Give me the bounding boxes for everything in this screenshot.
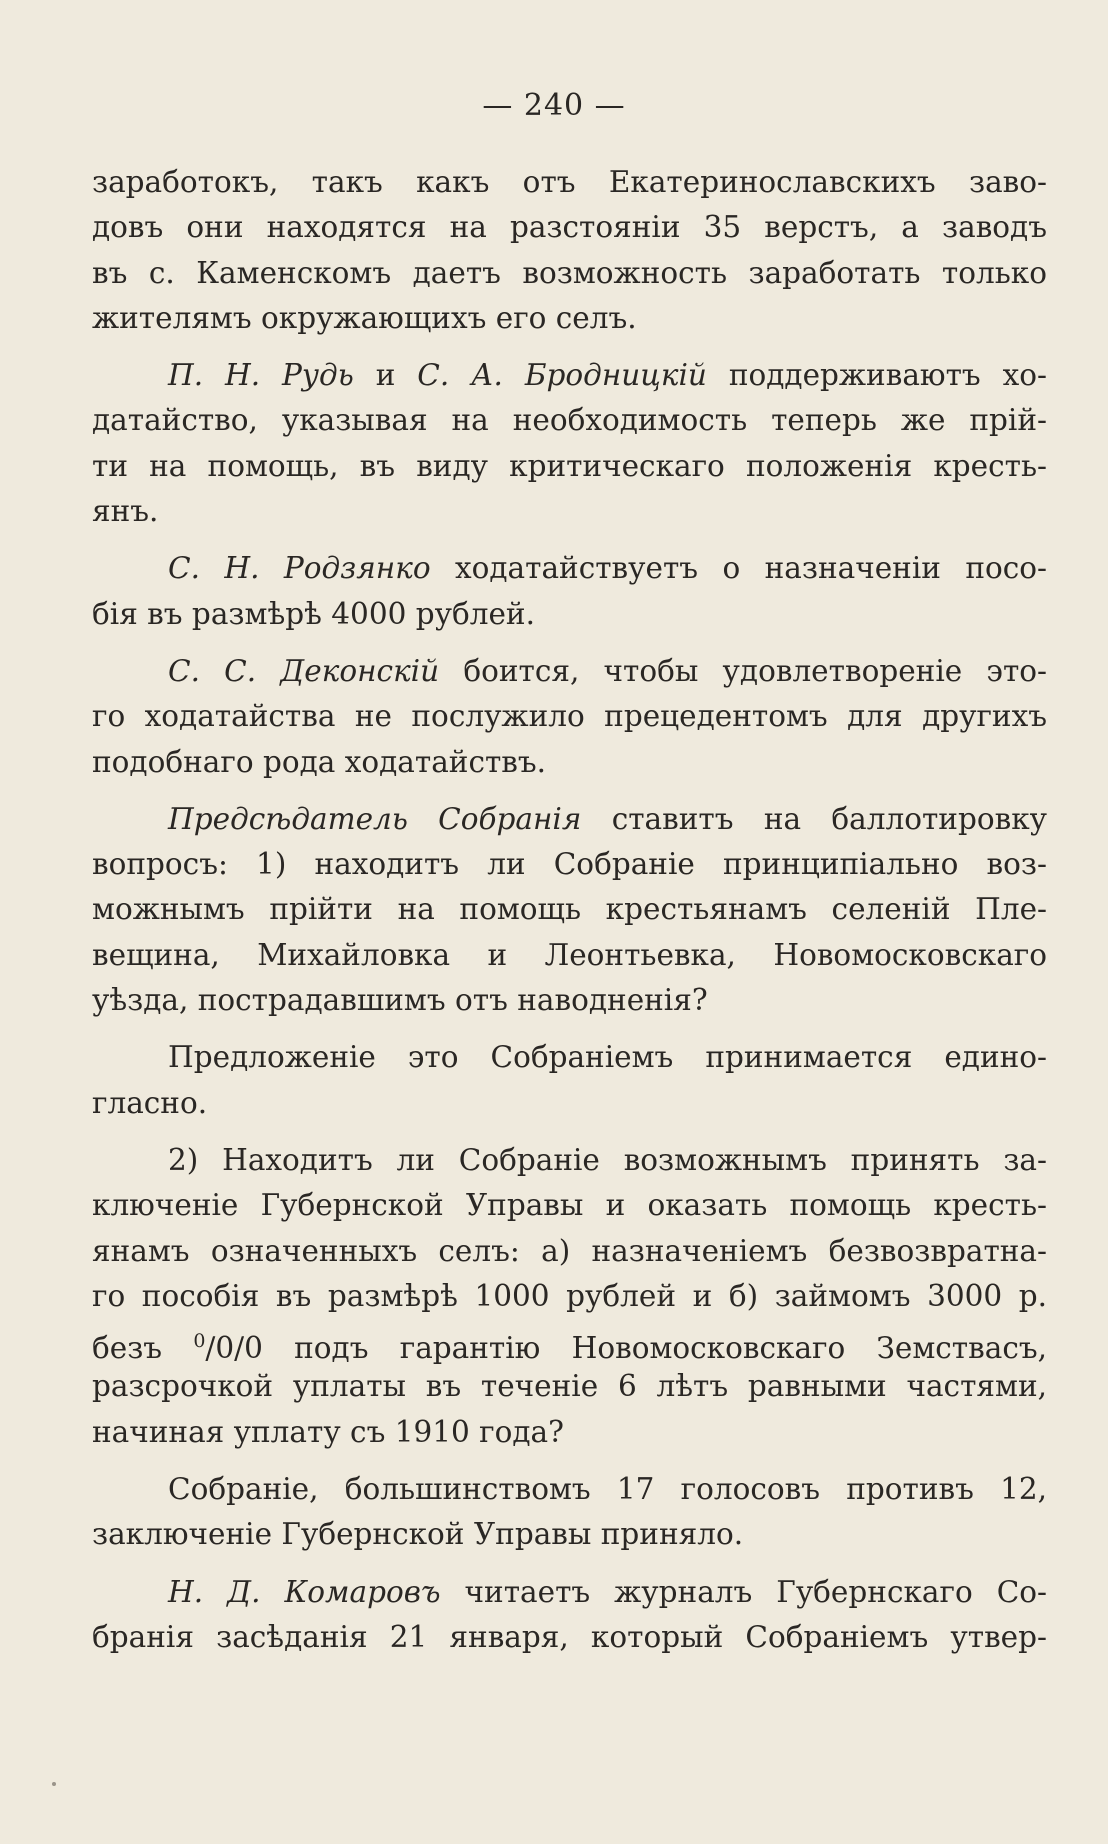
percent-sign-part: / — [205, 1331, 216, 1366]
text-line: Предложеніе это Собраніемъ принимается едино- — [168, 1040, 1047, 1075]
speaker-name: П. Н. Рудь — [168, 358, 354, 393]
text-line: бія въ размѣрѣ 4000 рублей. — [92, 596, 535, 631]
percent-sign-part: 0 — [244, 1331, 263, 1366]
speaker-name: Предсѣдатель Собранія — [168, 801, 582, 836]
line-text: ставитъ на баллотировку — [581, 801, 1047, 836]
page-number: — 240 — — [482, 88, 626, 123]
text-line: вещина, Михайловка и Леонтьевка, Новомосковскаго — [92, 937, 1047, 972]
margin-speck — [52, 1782, 56, 1786]
line-text: читаетъ журналъ Губернскаго Со- — [440, 1574, 1047, 1609]
text-line — [92, 797, 1047, 842]
text-line — [92, 649, 1047, 694]
paragraph-3 — [92, 546, 1047, 637]
text-line: довъ они находятся на разстояніи 35 верстъ, а заводъ — [92, 210, 1047, 245]
text-line: Собраніе, большинствомъ 17 голосовъ противъ 12, — [168, 1472, 1047, 1507]
text-line: бранія засѣданія 21 января, который Собраніемъ утвер- — [92, 1619, 1047, 1654]
percent-sign-part: 0 — [193, 1330, 206, 1353]
conjunction: и — [353, 358, 418, 393]
text-line: 2) Находитъ ли Собраніе возможнымъ принять за- — [168, 1142, 1047, 1177]
line-text: безъ — [92, 1331, 194, 1366]
text-line: подобнаго рода ходатайствъ. — [92, 744, 547, 779]
line-text: ходатайствуетъ о назначеніи посо- — [430, 551, 1047, 586]
paragraph-9 — [92, 1570, 1047, 1661]
speaker-name: С. С. Деконскій — [168, 653, 440, 688]
text-line: разсрочкой уплаты въ теченіе 6 лѣтъ равными частями, — [92, 1369, 1047, 1404]
text-line — [92, 546, 1047, 591]
text-line: гласно. — [92, 1085, 208, 1120]
text-line — [92, 353, 1047, 398]
paragraph-5 — [92, 797, 1047, 1023]
text-line: го ходатайства не послужило прецедентомъ для другихъ — [92, 699, 1047, 734]
text-line — [92, 1570, 1047, 1615]
text-line: вопросъ: 1) находитъ ли Собраніе принципіально воз- — [92, 847, 1047, 882]
paragraph-7 — [92, 1138, 1047, 1455]
percent-sign-part: 0 — [215, 1331, 235, 1366]
text-line: жителямъ окружающихъ его селъ. — [92, 300, 637, 335]
text-line: начиная уплату съ 1910 года? — [92, 1414, 564, 1449]
paragraph-6 — [92, 1035, 1047, 1126]
text-line: можнымъ прійти на помощь крестьянамъ селеній Пле- — [92, 892, 1047, 927]
text-line: датайство, указывая на необходимость теперь же прій- — [92, 403, 1047, 438]
page-body-text — [92, 160, 1047, 1660]
speaker-name: С. А. Бродницкій — [417, 358, 707, 393]
text-line: ти на помощь, въ виду критическаго положенія кресть- — [92, 448, 1047, 483]
speaker-name: Н. Д. Комаровъ — [168, 1574, 441, 1609]
text-line: заработокъ, такъ какъ отъ Екатеринославскихъ заво- — [92, 165, 1047, 199]
text-line: заключеніе Губернской Управы приняло. — [92, 1517, 744, 1552]
paragraph-1 — [92, 160, 1047, 341]
text-line: въ с. Каменскомъ даетъ возможность заработать только — [92, 255, 1047, 290]
speaker-name: С. Н. Родзянко — [168, 551, 431, 586]
text-line: ключеніе Губернской Управы и оказать помощь кресть- — [92, 1188, 1047, 1223]
line-text: подъ гарантію Новомосковскаго Земствасъ, — [262, 1331, 1047, 1366]
text-line: го пособія въ размѣрѣ 1000 рублей и б) займомъ 3000 р. — [92, 1278, 1047, 1313]
text-line: уѣзда, пострадавшимъ отъ наводненія? — [92, 983, 708, 1018]
paragraph-4 — [92, 649, 1047, 785]
paragraph-8 — [92, 1467, 1047, 1558]
line-text: боится, чтобы удовлетвореніе это- — [439, 653, 1047, 688]
paragraph-2 — [92, 353, 1047, 534]
percent-sign-part: / — [234, 1331, 245, 1366]
text-line: янамъ означенныхъ селъ: а) назначеніемъ безвозвратна- — [92, 1233, 1047, 1268]
text-line — [92, 1319, 1047, 1364]
line-text: поддерживаютъ хо- — [706, 358, 1047, 393]
text-line: янъ. — [92, 494, 159, 529]
